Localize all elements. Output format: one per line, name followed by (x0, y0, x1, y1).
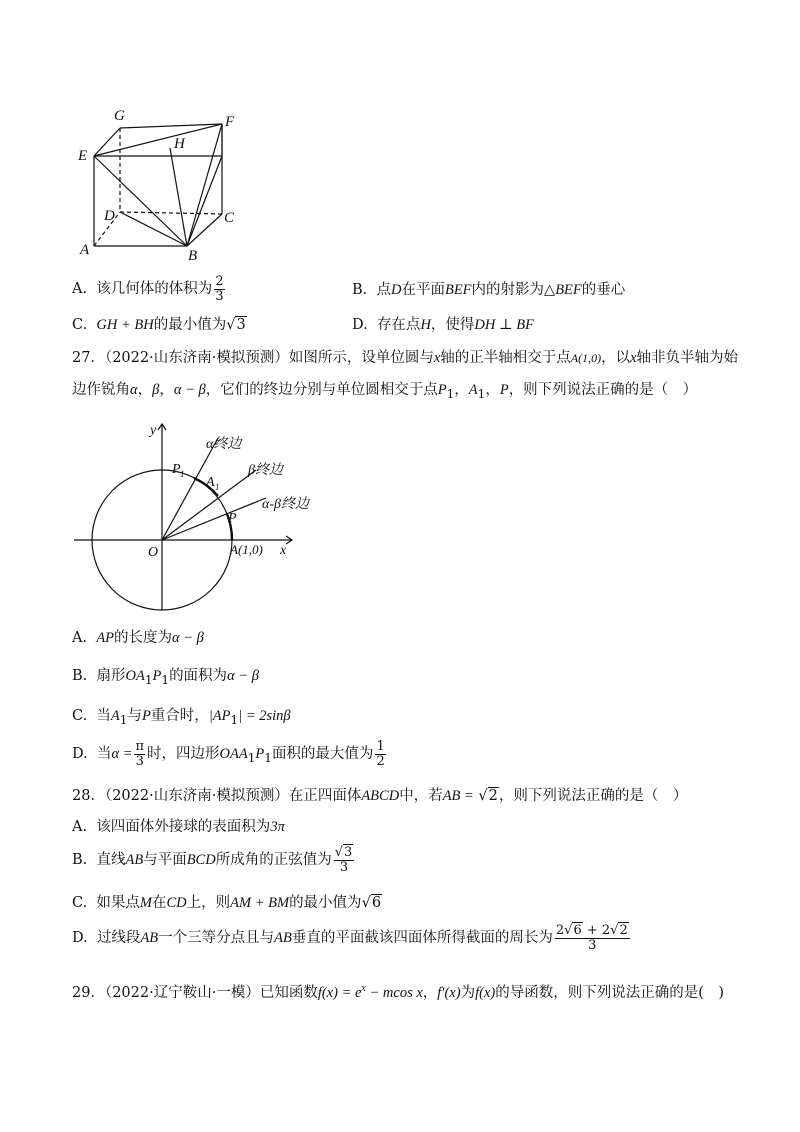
q26-option-a: A. 该几何体的体积为 $\frac{2}{3}$ (72, 274, 224, 304)
point-a1-sub: 1 (215, 482, 220, 492)
q28-option-b: B. 直线AB与平面BCD所成角的正弦值为 $\frac{√3}{3}$ (72, 845, 353, 875)
label-A: A (80, 242, 90, 258)
beta-side-label: β终边 (248, 463, 283, 478)
q27-option-b: B. 扇形$OA_1P_1$的面积为α − β (72, 668, 259, 687)
label-C: C (224, 210, 235, 226)
q28-option-a: A. 该四面体外接球的表面积为3π (72, 819, 285, 835)
label-B: B (188, 248, 198, 264)
point-p-label: P (228, 511, 237, 526)
alpha-side-label: α终边 (206, 437, 242, 452)
cube-figure (70, 100, 250, 265)
q28-stem: 28．（2022·山东济南·模拟预测）在正四面体ABCD中，若AB = √2，则下列说法正确的是（ ） (72, 788, 688, 804)
label-G: G (114, 108, 125, 124)
q27-stem-line1: 27．（2022·山东济南·模拟预测）如图所示，设单位圆与x轴的正半轴相交于点A(1,0)，以x轴非负半轴为始 (72, 350, 739, 366)
axis-y-label: y (150, 423, 157, 438)
axis-x-label: x (280, 543, 287, 558)
q26-option-d: D. 存在点H，使得DH ⊥ BF (352, 317, 534, 333)
amb-side-label: α-β终边 (262, 497, 309, 512)
q28-option-c: C. 如果点M在CD上，则AM + BM的最小值为√6 (72, 895, 382, 911)
point-a1-label: A (206, 475, 215, 490)
q27-option-a: A. AP的长度为α − β (72, 630, 204, 646)
label-H: H (174, 136, 185, 152)
q26-option-b: B. 点D在平面BEF内的射影为△BEF的垂心 (352, 282, 626, 298)
label-E: E (78, 148, 88, 164)
q26-option-c: C. GH + BH的最小值为√3 (72, 317, 246, 333)
unit-circle-figure (70, 420, 330, 615)
q27-option-d: D. 当α = $\frac{\pi}{3}$ 时，四边形$OAA_1P_1$面积的最大值为 $\frac{1}{2}$ (72, 739, 385, 769)
q29-stem: 29．（2022·辽宁鞍山·一模）已知函数$f(x) = e^x - mcos$ x，f′(x)为f(x)的导函数，则下列说法正确的是( ) (72, 983, 725, 1001)
label-D: D (104, 208, 115, 224)
label-F: F (225, 114, 235, 130)
q28-option-d: D. 过线段AB一个三等分点且与AB垂直的平面截该四面体所得截面的周长为 $\frac{2√6 + 2√2}{3}$ (72, 923, 628, 953)
point-a-label: A(1,0) (230, 542, 263, 557)
q27-option-c: C. 当$A_1$与P重合时，$|AP_1| = 2\sin\beta$ (72, 708, 291, 727)
origin-label: O (148, 545, 159, 560)
point-p1-label: P (172, 462, 181, 477)
point-p1-sub: 1 (180, 469, 185, 479)
q27-stem-line2: 边作锐角α，β，α − β，它们的终边分别与单位圆相交于点$P_1$，$A_1$，P，则下列说法正确的是（ ） (72, 382, 698, 401)
